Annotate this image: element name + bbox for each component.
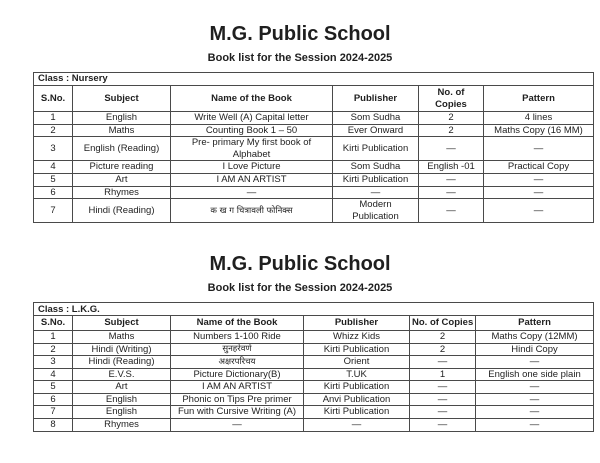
col-header-publisher: Publisher xyxy=(304,316,410,331)
cell-book-name: Write Well (A) Capital letter xyxy=(171,112,333,125)
cell-subject: English xyxy=(73,406,171,419)
cell-sno: 7 xyxy=(34,199,73,223)
col-header-subject: Subject xyxy=(73,316,171,331)
table-row xyxy=(34,330,594,343)
col-header-book-name: Name of the Book xyxy=(171,86,333,112)
class-label: Class : L.K.G. xyxy=(34,303,594,316)
table-row xyxy=(34,124,594,137)
cell-sno: 4 xyxy=(34,161,73,174)
cell-sno: 8 xyxy=(34,418,73,431)
nursery-book-table xyxy=(33,72,594,223)
cell-pattern: — xyxy=(484,199,594,223)
cell-book-name: अक्षरपरिचय xyxy=(171,356,304,369)
col-header-sno: S.No. xyxy=(34,316,73,331)
cell-subject: Hindi (Writing) xyxy=(73,343,171,356)
table-row xyxy=(34,161,594,174)
lkg-book-table xyxy=(33,302,594,431)
cell-pattern: — xyxy=(484,137,594,161)
cell-sno: 4 xyxy=(34,368,73,381)
cell-copies: 2 xyxy=(410,343,476,356)
cell-pattern: Hindi Copy xyxy=(476,343,594,356)
col-header-subject: Subject xyxy=(73,86,171,112)
cell-pattern: English one side plain xyxy=(476,368,594,381)
cell-book-name: Counting Book 1 – 50 xyxy=(171,124,333,137)
lkg-section xyxy=(0,223,600,431)
cell-copies: — xyxy=(410,418,476,431)
cell-publisher: Kirti Publication xyxy=(304,406,410,419)
nursery-section xyxy=(0,0,600,223)
table-row xyxy=(34,199,594,223)
cell-publisher: T.UK xyxy=(304,368,410,381)
col-header-publisher: Publisher xyxy=(333,86,419,112)
cell-copies: 1 xyxy=(410,368,476,381)
table-row xyxy=(34,381,594,394)
cell-publisher: Kirti Publication xyxy=(304,381,410,394)
cell-pattern: — xyxy=(476,393,594,406)
col-header-copies: No. of Copies xyxy=(410,316,476,331)
booklist-subtitle: Book list for the Session 2024-2025 xyxy=(207,282,393,295)
cell-sno: 1 xyxy=(34,112,73,125)
table-row xyxy=(34,174,594,187)
cell-sno: 7 xyxy=(34,406,73,419)
cell-subject: Art xyxy=(73,381,171,394)
table-row xyxy=(34,137,594,161)
cell-copies: — xyxy=(419,137,484,161)
cell-pattern: — xyxy=(484,186,594,199)
cell-subject: Rhymes xyxy=(73,418,171,431)
cell-publisher: Orient xyxy=(304,356,410,369)
cell-publisher: Som Sudha xyxy=(333,161,419,174)
col-header-pattern: Pattern xyxy=(484,86,594,112)
table-row xyxy=(34,418,594,431)
table-header-row xyxy=(34,316,594,331)
cell-subject: Maths xyxy=(73,330,171,343)
cell-sno: 2 xyxy=(34,124,73,137)
cell-pattern: Maths Copy (12MM) xyxy=(476,330,594,343)
cell-sno: 6 xyxy=(34,186,73,199)
col-header-sno: S.No. xyxy=(34,86,73,112)
cell-book-name: I AM AN ARTIST xyxy=(171,381,304,394)
cell-book-name: सुनहरेवर्ण xyxy=(171,343,304,356)
col-header-book-name: Name of the Book xyxy=(171,316,304,331)
cell-book-name: — xyxy=(171,418,304,431)
cell-sno: 2 xyxy=(34,343,73,356)
cell-book-name: Pre- primary My first book of Alphabet xyxy=(171,137,333,161)
table-header-row xyxy=(34,86,594,112)
cell-publisher: Ever Onward xyxy=(333,124,419,137)
table-row xyxy=(34,112,594,125)
cell-copies: — xyxy=(410,406,476,419)
cell-book-name: Phonic on Tips Pre primer xyxy=(171,393,304,406)
cell-pattern: — xyxy=(476,418,594,431)
cell-subject: English xyxy=(73,112,171,125)
class-label-row xyxy=(34,73,594,86)
cell-subject: Rhymes xyxy=(73,186,171,199)
class-label-row xyxy=(34,303,594,316)
cell-subject: English (Reading) xyxy=(73,137,171,161)
cell-publisher: Som Sudha xyxy=(333,112,419,125)
cell-sno: 1 xyxy=(34,330,73,343)
cell-publisher: Kirti Publication xyxy=(333,137,419,161)
cell-pattern: — xyxy=(476,356,594,369)
cell-sno: 3 xyxy=(34,137,73,161)
table-row xyxy=(34,356,594,369)
cell-book-name: Numbers 1-100 Ride xyxy=(171,330,304,343)
booklist-subtitle: Book list for the Session 2024-2025 xyxy=(207,52,393,64)
cell-book-name: Fun with Cursive Writing (A) xyxy=(171,406,304,419)
cell-publisher: Kirti Publication xyxy=(333,174,419,187)
cell-pattern: 4 lines xyxy=(484,112,594,125)
school-title: M.G. Public School xyxy=(209,23,391,45)
cell-book-name: I AM AN ARTIST xyxy=(171,174,333,187)
cell-publisher: Whizz Kids xyxy=(304,330,410,343)
cell-publisher: — xyxy=(333,186,419,199)
table-row xyxy=(34,343,594,356)
cell-subject: Picture reading xyxy=(73,161,171,174)
col-header-pattern: Pattern xyxy=(476,316,594,331)
school-title: M.G. Public School xyxy=(209,253,391,276)
col-header-copies: No. of Copies xyxy=(419,86,484,112)
cell-subject: Maths xyxy=(73,124,171,137)
cell-pattern: — xyxy=(476,381,594,394)
cell-pattern: — xyxy=(484,174,594,187)
cell-book-name: Picture Dictionary(B) xyxy=(171,368,304,381)
cell-book-name: I Love Picture xyxy=(171,161,333,174)
cell-sno: 6 xyxy=(34,393,73,406)
cell-sno: 3 xyxy=(34,356,73,369)
cell-copies: English -01 xyxy=(419,161,484,174)
cell-sno: 5 xyxy=(34,381,73,394)
cell-publisher: — xyxy=(304,418,410,431)
table-row xyxy=(34,406,594,419)
cell-book-name: क ख ग चित्रावली फोनिक्स xyxy=(171,199,333,223)
cell-copies: — xyxy=(419,199,484,223)
cell-subject: Hindi (Reading) xyxy=(73,356,171,369)
table-row xyxy=(34,393,594,406)
cell-subject: English xyxy=(73,393,171,406)
cell-pattern: Practical Copy xyxy=(484,161,594,174)
cell-copies: — xyxy=(419,174,484,187)
cell-publisher: Kirti Publication xyxy=(304,343,410,356)
class-label: Class : Nursery xyxy=(34,73,594,86)
cell-copies: 2 xyxy=(410,330,476,343)
cell-copies: 2 xyxy=(419,124,484,137)
cell-copies: — xyxy=(410,356,476,369)
cell-subject: Art xyxy=(73,174,171,187)
cell-publisher: Anvi Publication xyxy=(304,393,410,406)
cell-pattern: — xyxy=(476,406,594,419)
cell-publisher: Modern Publication xyxy=(333,199,419,223)
table-row xyxy=(34,186,594,199)
cell-copies: — xyxy=(410,381,476,394)
cell-copies: — xyxy=(419,186,484,199)
cell-sno: 5 xyxy=(34,174,73,187)
cell-copies: 2 xyxy=(419,112,484,125)
cell-copies: — xyxy=(410,393,476,406)
cell-subject: E.V.S. xyxy=(73,368,171,381)
cell-book-name: — xyxy=(171,186,333,199)
cell-pattern: Maths Copy (16 MM) xyxy=(484,124,594,137)
table-row xyxy=(34,368,594,381)
cell-subject: Hindi (Reading) xyxy=(73,199,171,223)
